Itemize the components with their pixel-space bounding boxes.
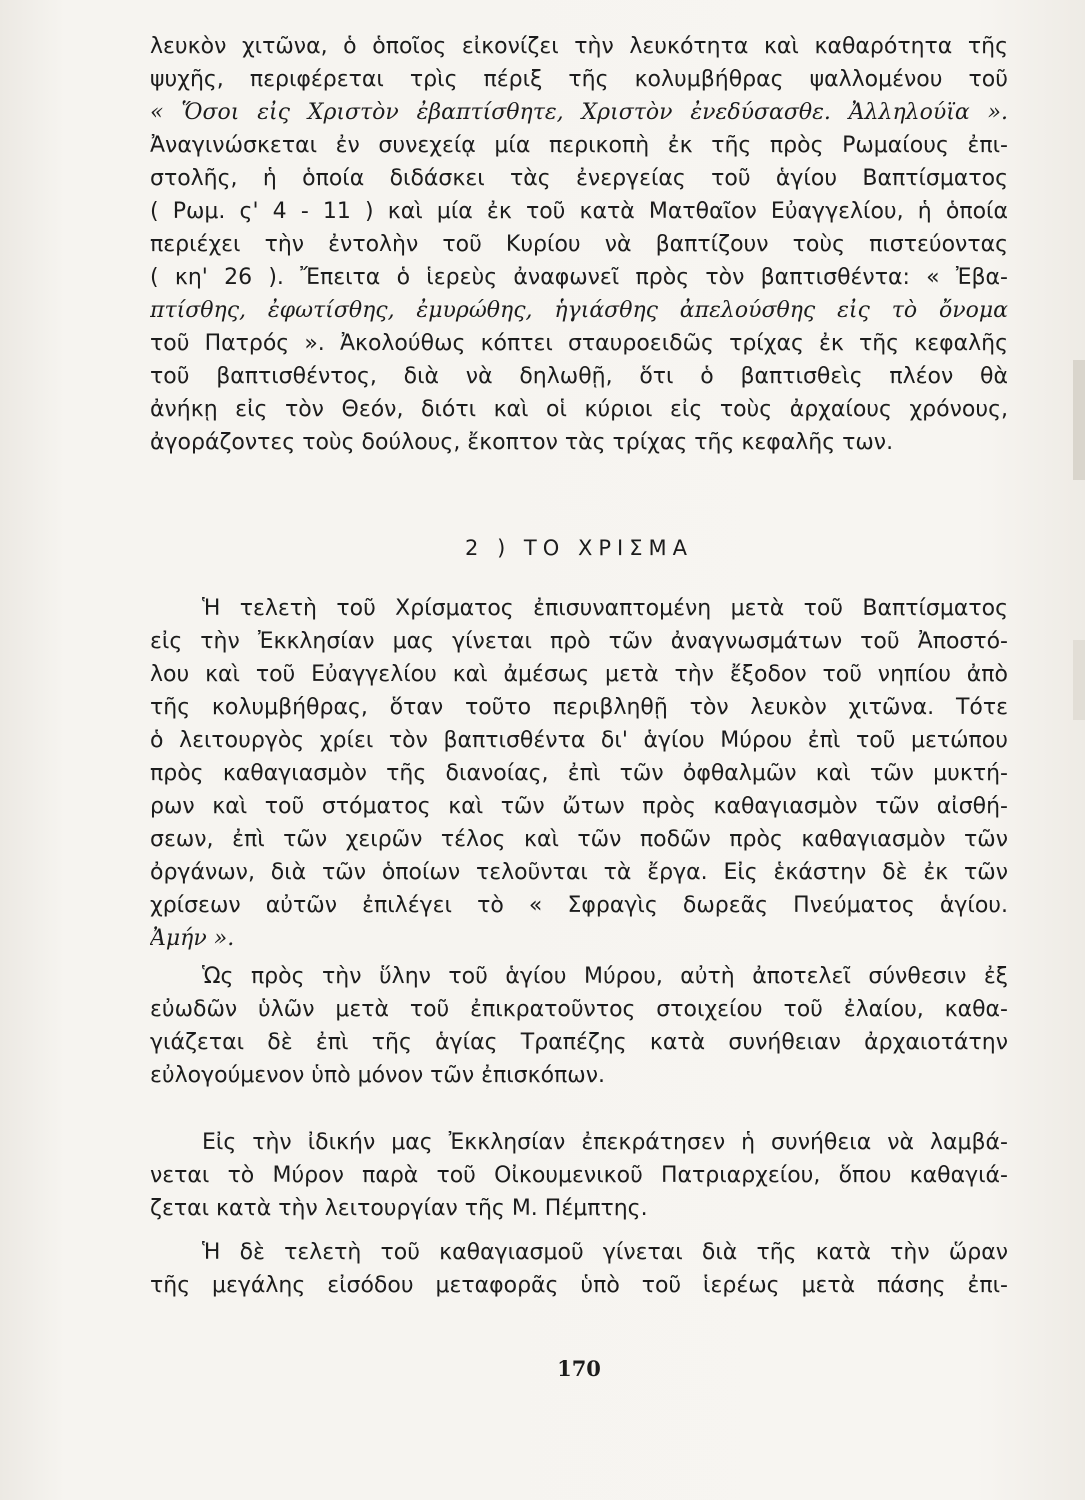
text-line: λευκὸν χιτῶνα, ὁ ὁποῖος εἰκονίζει τὴν λευκότητα καὶ καθαρότητα τῆς: [150, 34, 1008, 59]
paragraph-patriarchate: [150, 1126, 1008, 1225]
text-line: Ἀναγινώσκεται ἐν συνεχείᾳ μία περικοπὴ ἐκ τῆς πρὸς Ρωμαίους ἐπι-: [150, 133, 1008, 158]
scan-edge-shadow: [1073, 640, 1085, 720]
text-line: τῆς κολυμβήθρας, ὅταν τοῦτο περιβληθῇ τὸν λευκὸν χιτῶνα. Τότε: [150, 695, 1008, 720]
paragraph-consecration: [150, 1236, 1008, 1302]
text-line: Ἡ δὲ τελετὴ τοῦ καθαγιασμοῦ γίνεται διὰ τῆς κατὰ τὴν ὥραν: [202, 1240, 1008, 1265]
text-line: ρων καὶ τοῦ στόματος καὶ τῶν ὤτων πρὸς καθαγιασμὸν τῶν αἰσθή-: [150, 794, 1008, 819]
text-line: περιέχει τὴν ἐντολὴν τοῦ Κυρίου νὰ βαπτίζουν τοὺς πιστεύοντας: [150, 232, 1008, 257]
text-line: πρὸς καθαγιασμὸν τῆς διανοίας, ἐπὶ τῶν ὀφθαλμῶν καὶ τῶν μυκτή-: [150, 761, 1008, 786]
text-line: ὁ λειτουργὸς χρίει τὸν βαπτισθέντα δι' ἁγίου Μύρου ἐπὶ τοῦ μετώπου: [150, 728, 1008, 753]
text-line: τοῦ Πατρός ». Ἀκολούθως κόπτει σταυροειδῶς τρίχας ἐκ τῆς κεφαλῆς: [150, 331, 1008, 356]
text-line: νεται τὸ Μύρον παρὰ τοῦ Οἰκουμενικοῦ Πατριαρχείου, ὅπου καθαγιά-: [150, 1163, 1008, 1188]
paragraph-chrism-ceremony: [150, 592, 1008, 955]
text-line: τοῦ βαπτισθέντος, διὰ νὰ δηλωθῇ, ὅτι ὁ βαπτισθεὶς πλέον θὰ: [150, 364, 1008, 389]
text-line: ἀγοράζοντες τοὺς δούλους, ἔκοπτον τὰς τρίχας τῆς κεφαλῆς των.: [150, 430, 894, 455]
text-line: Ἡ τελετὴ τοῦ Χρίσματος ἐπισυναπτομένη μετὰ τοῦ Βαπτίσματος: [202, 596, 1008, 621]
text-line: τῆς μεγάλης εἰσόδου μεταφορᾶς ὑπὸ τοῦ ἱερέως μετὰ πάσης ἐπι-: [150, 1273, 1008, 1298]
text-line: ὀργάνων, διὰ τῶν ὁποίων τελοῦνται τὰ ἔργα. Εἰς ἑκάστην δὲ ἐκ τῶν: [150, 860, 1008, 885]
text-line: ἀνήκῃ εἰς τὸν Θεόν, διότι καὶ οἱ κύριοι εἰς τοὺς ἀρχαίους χρόνους,: [150, 397, 1008, 422]
text-line: εὐωδῶν ὑλῶν μετὰ τοῦ ἐπικρατοῦντος στοιχείου τοῦ ἐλαίου, καθα-: [150, 997, 1008, 1022]
text-line: εἰς τὴν Ἐκκλησίαν μας γίνεται πρὸ τῶν ἀναγνωσμάτων τοῦ Ἀποστό-: [150, 629, 1008, 654]
text-line: ψυχῆς, περιφέρεται τρὶς πέριξ τῆς κολυμβήθρας ψαλλομένου τοῦ: [150, 67, 1008, 92]
text-line-italic-quote: « Ὅσοι εἰς Χριστὸν ἐβαπτίσθητε, Χριστὸν ἐνεδύσασθε. Ἀλληλούϊα ».: [150, 100, 1008, 125]
text-line: γιάζεται δὲ ἐπὶ τῆς ἁγίας Τραπέζης κατὰ συνήθειαν ἀρχαιοτάτην: [150, 1030, 1008, 1055]
text-line: Ὡς πρὸς τὴν ὕλην τοῦ ἁγίου Μύρου, αὐτὴ ἀποτελεῖ σύνθεσιν ἐξ: [202, 964, 1008, 989]
scan-edge-shadow: [1073, 360, 1085, 480]
text-line: Εἰς τὴν ἰδικήν μας Ἐκκλησίαν ἐπεκράτησεν ἡ συνήθεια νὰ λαμβά-: [202, 1130, 1008, 1155]
text-line: σεων, ἐπὶ τῶν χειρῶν τέλος καὶ τῶν ποδῶν πρὸς καθαγιασμὸν τῶν: [150, 827, 1008, 852]
paragraph-myron-material: [150, 960, 1008, 1092]
text-line: εὐλογούμενον ὑπὸ μόνον τῶν ἐπισκόπων.: [150, 1063, 605, 1088]
text-line: ζεται κατὰ τὴν λειτουργίαν τῆς Μ. Πέμπτης.: [150, 1196, 648, 1221]
text-line: ( Ρωμ. ς' 4 - 11 ) καὶ μία ἐκ τοῦ κατὰ Ματθαῖον Εὐαγγελίου, ἡ ὁποία: [150, 199, 1008, 224]
text-line: ( κη' 26 ). Ἔπειτα ὁ ἱερεὺς ἀναφωνεῖ πρὸς τὸν βαπτισθέντα: « Ἐβα-: [150, 265, 1008, 290]
page-number: 170: [557, 1356, 601, 1381]
text-line: χρίσεων αὐτῶν ἐπιλέγει τὸ « Σφραγὶς δωρεᾶς Πνεύματος ἁγίου.: [150, 893, 1008, 918]
text-line: στολῆς, ἡ ὁποία διδάσκει τὰς ἐνεργείας τοῦ ἁγίου Βαπτίσματος: [150, 166, 1008, 191]
text-line-italic-quote: Ἀμήν ».: [150, 926, 235, 951]
text-line-italic-quote: πτίσθης, ἐφωτίσθης, ἐμυρώθης, ἡγιάσθης ἀπελούσθης εἰς τὸ ὄνομα: [150, 298, 1008, 323]
text-line: λου καὶ τοῦ Εὐαγγελίου καὶ ἀμέσως μετὰ τὴν ἔξοδον τοῦ νηπίου ἀπὸ: [150, 662, 1008, 687]
section-heading: 2 ) ΤΟ ΧΡΙΣΜΑ: [465, 536, 693, 560]
paragraph-baptism-continuation: [150, 30, 1008, 459]
